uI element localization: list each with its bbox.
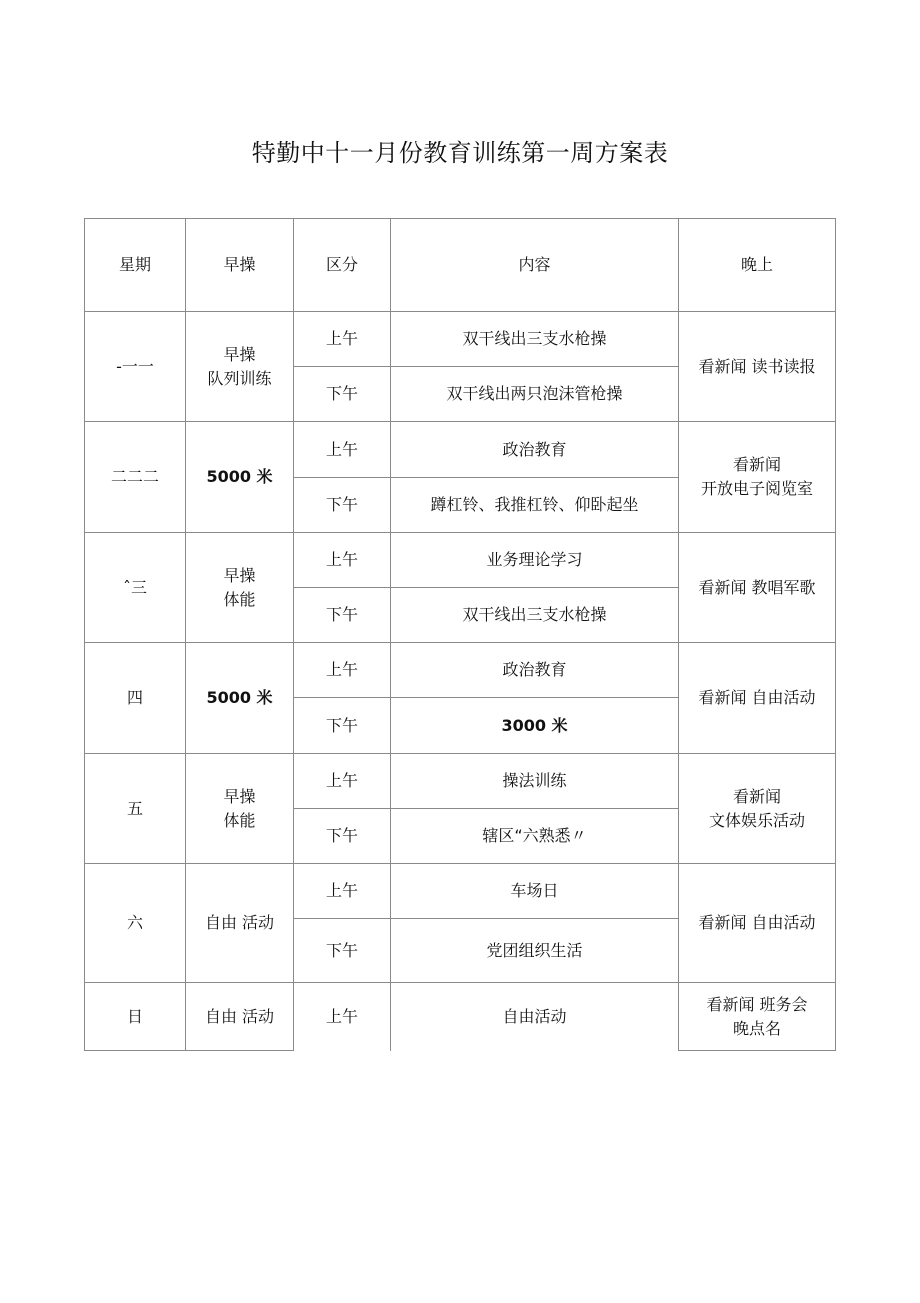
content-am: 双干线出三支水枪操 <box>391 312 679 367</box>
content-pm: 蹲杠铃、我推杠铃、仰卧起坐 <box>391 478 679 533</box>
content-am: 操法训练 <box>391 754 679 809</box>
evening-cell <box>679 643 836 754</box>
period-am: 上午 <box>294 533 391 588</box>
page-title: 特勤中十一月份教育训练第一周方案表 <box>251 139 669 167</box>
evening-line: 看新闻 <box>732 455 781 474</box>
content-am: 车场日 <box>391 864 679 919</box>
morning-cell <box>186 533 294 643</box>
header-morning: 早操 <box>186 219 294 312</box>
content-pm: 双干线出两只泡沫管枪操 <box>391 367 679 422</box>
table-row <box>85 312 836 367</box>
morning-line: 队列训练 <box>207 368 272 388</box>
evening-line: 看新闻 自由活动 <box>698 913 816 932</box>
period-pm: 下午 <box>294 809 391 864</box>
evening-cell <box>679 983 836 1051</box>
header-evening: 晚上 <box>679 219 836 312</box>
header-period: 区分 <box>294 219 391 312</box>
day-cell: 五 <box>85 754 186 864</box>
evening-line: 看新闻 班务会 <box>706 994 808 1014</box>
period-am: 上午 <box>294 983 391 1051</box>
evening-line: 看新闻 <box>732 786 781 806</box>
evening-cell <box>679 312 836 422</box>
period-pm: 下午 <box>294 698 391 754</box>
morning-line: 体能 <box>223 810 256 830</box>
day-cell: ˆ三 <box>85 533 186 643</box>
morning-line: 5000 米 <box>206 467 273 486</box>
period-am: 上午 <box>294 422 391 478</box>
table-row <box>85 983 836 1051</box>
period-am: 上午 <box>294 312 391 367</box>
period-pm: 下午 <box>294 919 391 983</box>
morning-cell: 自由 活动 <box>186 983 294 1051</box>
header-row <box>85 219 836 312</box>
table-row <box>85 533 836 588</box>
morning-cell <box>186 312 294 422</box>
header-day: 星期 <box>85 219 186 312</box>
morning-line: 体能 <box>223 589 256 609</box>
day-cell: 四 <box>85 643 186 754</box>
morning-line: 5000 米 <box>206 688 273 707</box>
day-cell: 二二二 <box>85 422 186 533</box>
content-am: 业务理论学习 <box>391 533 679 588</box>
period-am: 上午 <box>294 864 391 919</box>
content-am: 政治教育 <box>391 422 679 478</box>
content-am: 政治教育 <box>391 643 679 698</box>
morning-cell <box>186 754 294 864</box>
evening-line: 晚点名 <box>732 1018 781 1038</box>
evening-line: 看新闻 读书读报 <box>698 356 816 376</box>
evening-line: 看新闻 教唱军歌 <box>698 577 816 597</box>
period-pm: 下午 <box>294 478 391 533</box>
evening-cell <box>679 864 836 983</box>
evening-line: 开放电子阅览室 <box>700 479 813 498</box>
table-row <box>85 643 836 698</box>
morning-line: 早操 <box>223 565 256 585</box>
day-cell: 日 <box>85 983 186 1051</box>
content-pm: 辖区“六熟悉〃 <box>391 809 679 864</box>
period-am: 上午 <box>294 754 391 809</box>
table-row <box>85 422 836 478</box>
day-cell: 六 <box>85 864 186 983</box>
morning-line: 早操 <box>223 786 256 806</box>
morning-cell <box>186 643 294 754</box>
evening-cell <box>679 422 836 533</box>
period-pm: 下午 <box>294 367 391 422</box>
evening-cell <box>679 533 836 643</box>
schedule-table <box>84 218 836 1051</box>
content-pm: 双干线出三支水枪操 <box>391 588 679 643</box>
morning-cell <box>186 422 294 533</box>
evening-line: 看新闻 自由活动 <box>698 688 816 707</box>
table-row <box>85 864 836 919</box>
evening-line: 文体娱乐活动 <box>708 810 805 830</box>
header-content: 内容 <box>391 219 679 312</box>
day-cell: -一一 <box>85 312 186 422</box>
content-pm: 党团组织生活 <box>391 919 679 983</box>
content-am: 自由活动 <box>391 983 679 1051</box>
morning-cell <box>186 864 294 983</box>
morning-line: 早操 <box>223 344 256 364</box>
content-pm: 3000 米 <box>391 698 679 754</box>
evening-cell <box>679 754 836 864</box>
period-pm: 下午 <box>294 588 391 643</box>
period-am: 上午 <box>294 643 391 698</box>
table-row <box>85 754 836 809</box>
morning-line: 自由 活动 <box>204 913 275 932</box>
